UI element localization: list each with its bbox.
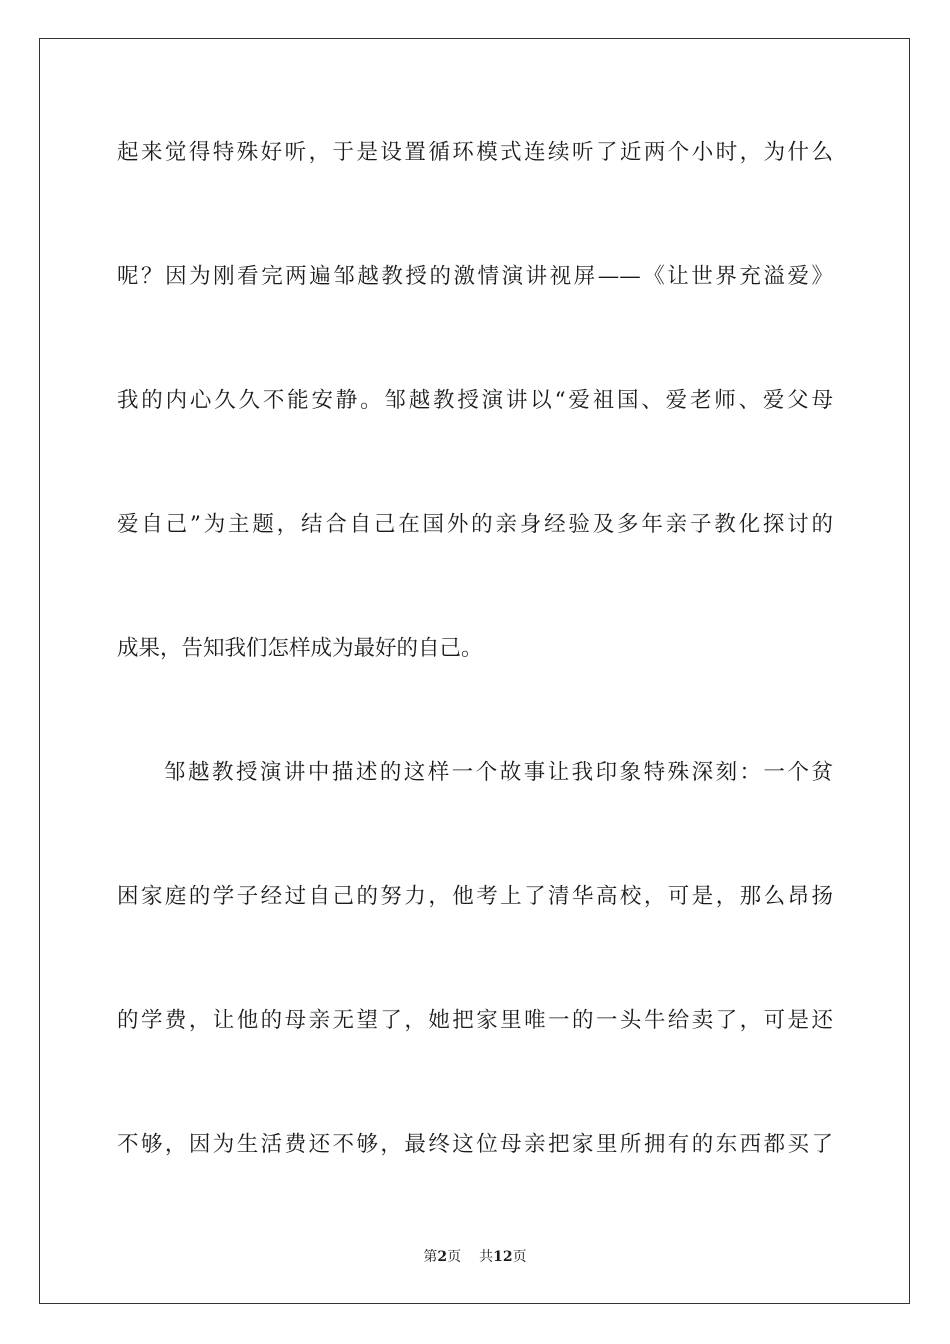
page-number: 2 — [437, 1249, 448, 1265]
text-line-5: 成果，告知我们怎样成为最好的自己。 — [117, 636, 483, 661]
total-pages: 12 — [493, 1249, 513, 1265]
page-border — [39, 38, 910, 1304]
paragraph-2-line-1: 邹越教授演讲中描述的这样一个故事让我印象特殊深刻：一个贫 — [164, 760, 833, 785]
total-prefix: 共 — [479, 1249, 494, 1265]
text-line-4: 爱自己”为主题，结合自己在国外的亲身经验及多年亲子教化探讨的 — [117, 512, 833, 537]
text-line-8: 的学费，让他的母亲无望了，她把家里唯一的一头牛给卖了，可是还 — [117, 1008, 833, 1033]
text-line-1: 起来觉得特殊好听，于是设置循环模式连续听了近两个小时，为什么 — [117, 140, 833, 165]
page-suffix: 页 — [447, 1249, 462, 1265]
page-prefix: 第 — [423, 1249, 438, 1265]
total-suffix: 页 — [512, 1249, 527, 1265]
text-line-9: 不够，因为生活费还不够，最终这位母亲把家里所拥有的东西都买了 — [117, 1132, 833, 1157]
text-line-7: 困家庭的学子经过自己的努力，他考上了清华高校，可是，那么昂扬 — [117, 884, 833, 909]
page-footer — [0, 1246, 950, 1266]
text-line-3: 我的内心久久不能安静。邹越教授演讲以“爱祖国、爱老师、爱父母 — [117, 388, 833, 413]
text-line-2: 呢？因为刚看完两遍邹越教授的激情演讲视屏——《让世界充溢爱》 — [117, 264, 833, 289]
